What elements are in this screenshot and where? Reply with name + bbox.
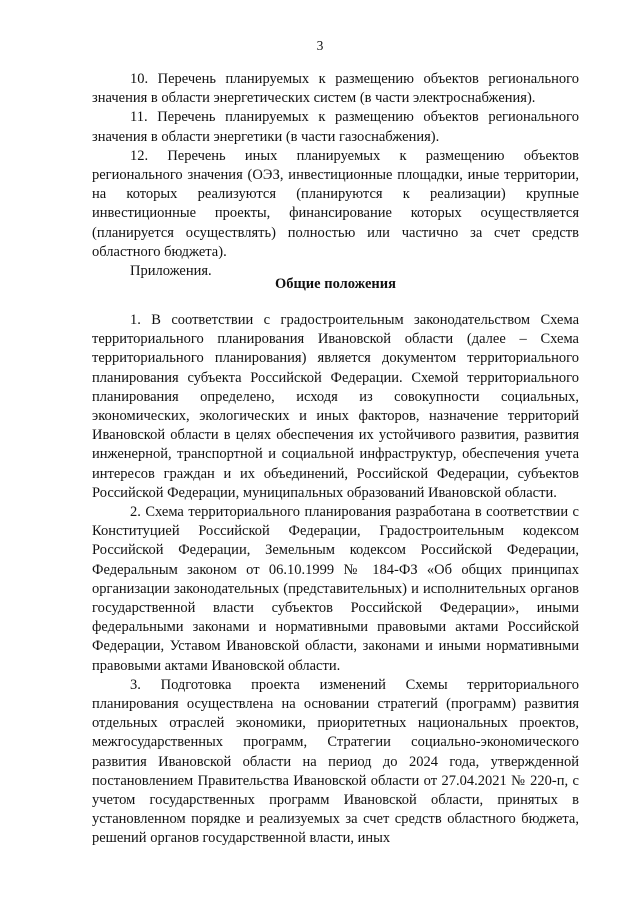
list-block: [92, 70, 579, 281]
list-item-11: 11. Перечень планируемых к размещению объектов регионального значения в области энергетики (в части газоснабжения).: [92, 109, 579, 145]
section-title: Общие положения: [275, 276, 396, 292]
page-number: 3: [316, 38, 324, 53]
appendices-label: Приложения.: [130, 263, 212, 280]
body-block: [92, 311, 579, 849]
list-item-10: 10. Перечень планируемых к размещению объектов регионального значения в области энергетических систем (в части электроснабжения).: [92, 71, 579, 107]
paragraph-2: 2. Схема территориального планирования разработана в соответствии с Конституцией Российской Федерации, Градостроительным кодексом Российской Федерации, Земельным кодексом Российской Федерации, Федеральным законом от 06.10.1999 № 184-ФЗ «Об общих принципах организации законодательных (представительных) и исполнительных органов государственной власти субъектов Российской Федерации», иными федеральными законами и нормативными правовыми актами Российской Федерации, Уставом Ивановской области, законами и иными нормативными правовыми актами Ивановской области.: [92, 504, 579, 674]
paragraph-3: 3. Подготовка проекта изменений Схемы территориального планирования осуществлена на основании стратегий (программ) развития отдельных отраслей экономики, приоритетных национальных проектов, межгосударственных программ, Стратегии социально-экономического развития Ивановской области на период до 2024 года, утвержденной постановлением Правительства Ивановской области от 27.04.2021 № 220-п, с учетом государственных программ Ивановской области, принятых в установленном порядке и реализуемых за счет средств областного бюджета, решений органов государственной власти, иных: [92, 676, 579, 847]
paragraph-1: 1. В соответствии с градостроительным законодательством Схема территориального планирования Ивановской области (далее – Схема территориального планирования) является документом территориального планирования субъекта Российской Федерации. Схемой территориального планирования определено, исходя из совокупности социальных, экономических, экологических и иных факторов, назначение территорий Ивановской области в целях обеспечения их устойчивого развития, развития инженерной, транспортной и социальной инфраструктур, обеспечения учета интересов граждан и их объединений, Российской Федерации, субъектов Российской Федерации, муниципальных образований Ивановской области.: [92, 312, 579, 501]
list-item-12: 12. Перечень иных планируемых к размещению объектов регионального значения (ОЭЗ, инвестиционные площадки, иные территории, на которых реализуются (планируются к реализации) крупные инвестиционные проекты, финансирование которых осуществляется (планируется осуществлять) полностью или частично за счет средств областного бюджета).: [92, 147, 579, 260]
